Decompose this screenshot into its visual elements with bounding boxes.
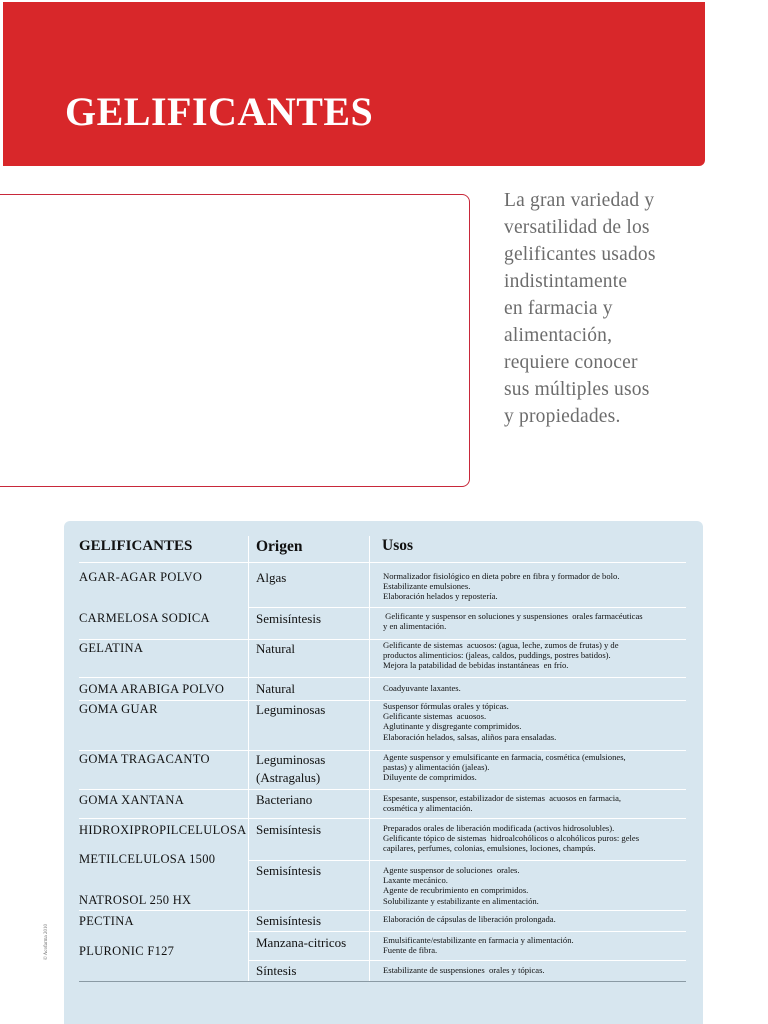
row-origin: Natural bbox=[256, 641, 295, 656]
row-name: HIDROXIPROPILCELULOSA bbox=[79, 823, 247, 837]
row-separator bbox=[79, 818, 686, 819]
row-uses: Elaboración de cápsulas de liberación prolongada. bbox=[383, 914, 556, 924]
row-origin: Semisíntesis bbox=[256, 822, 322, 837]
page-title: GELIFICANTES bbox=[65, 89, 374, 134]
row-name: GOMA ARABIGA POLVO bbox=[79, 682, 225, 696]
row-name: CARMELOSA SODICA bbox=[79, 611, 210, 625]
row-separator bbox=[79, 562, 686, 563]
row-origin: Semisíntesis bbox=[256, 913, 322, 928]
row-origin: Manzana-citricos bbox=[256, 935, 347, 950]
copyright-note: © Acofarma 2010 bbox=[44, 923, 49, 960]
row-name: GOMA XANTANA bbox=[79, 793, 185, 807]
row-separator bbox=[79, 750, 686, 751]
row-uses: Suspensor fórmulas orales y tópicas. Gelificante sistemas acuosos. Aglutinante y disgregante comprimidos. Elaboración helados, salsas, aliños para ensaladas. bbox=[383, 701, 557, 742]
row-uses: Agente suspensor y emulsificante en farmacia, cosmética (emulsiones, pastas) y alimentación (jaleas). Diluyente de comprimidos. bbox=[383, 752, 626, 783]
row-separator bbox=[79, 677, 686, 678]
row-uses: Normalizador fisiológico en dieta pobre en fibra y formador de bolo. Estabilizante emulsiones. Elaboración helados y repostería. bbox=[383, 571, 620, 602]
row-separator bbox=[248, 931, 686, 932]
row-name: AGAR-AGAR POLVO bbox=[79, 570, 203, 584]
table-bottom-rule bbox=[79, 981, 686, 982]
row-uses: Gelificante y suspensor en soluciones y suspensiones orales farmacéuticas y en alimentación. bbox=[383, 611, 643, 632]
row-uses: Preparados orales de liberación modificada (activos hidrosolubles). Gelificante tópico de sistemas hidroalcohólicos o alcohólicos puros: geles capilares, perfumes, colonias, emulsiones, lociones, champús. bbox=[383, 823, 640, 854]
row-uses: Estabilizante de suspensiones orales y tópicas. bbox=[383, 965, 545, 975]
row-separator bbox=[79, 910, 686, 911]
column-divider-1 bbox=[248, 536, 249, 981]
row-separator bbox=[248, 607, 686, 608]
row-origin: Leguminosas (Astragalus) bbox=[256, 752, 326, 785]
row-origin: Leguminosas bbox=[256, 702, 326, 717]
row-origin: Bacteriano bbox=[256, 792, 313, 807]
image-frame bbox=[0, 194, 470, 487]
row-name: PECTINA bbox=[79, 914, 134, 928]
row-origin: Síntesis bbox=[256, 963, 297, 978]
column-divider-2 bbox=[369, 536, 370, 981]
row-origin: Semisíntesis bbox=[256, 611, 322, 626]
row-origin: Semisíntesis bbox=[256, 863, 322, 878]
title-banner bbox=[3, 2, 705, 166]
header-usos: Usos bbox=[382, 537, 414, 554]
row-separator bbox=[248, 860, 686, 861]
row-uses: Gelificante de sistemas acuosos: (agua, leche, zumos de frutas) y de productos alimenticios: (jaleas, caldos, puddings, postres batidos). Mejora la patabilidad de bebidas instantáneas en frío. bbox=[383, 640, 619, 671]
row-origin: Natural bbox=[256, 681, 295, 696]
intro-text: La gran variedad y versatilidad de los gelificantes usados indistintamente en farmacia y alimentación, requiere conocer sus múltiples usos y propiedades. bbox=[504, 190, 656, 427]
row-uses: Espesante, suspensor, estabilizador de sistemas acuosos en farmacia, cosmética y alimentación. bbox=[383, 793, 622, 814]
row-uses: Coadyuvante laxantes. bbox=[383, 683, 461, 693]
row-name: GOMA GUAR bbox=[79, 702, 158, 716]
row-name: PLURONIC F127 bbox=[79, 944, 175, 958]
row-name: METILCELULOSA 1500 bbox=[79, 852, 216, 866]
row-separator bbox=[248, 960, 686, 961]
row-origin: Algas bbox=[256, 570, 287, 585]
row-separator bbox=[79, 789, 686, 790]
header-gelificantes: GELIFICANTES bbox=[79, 538, 193, 554]
row-uses: Agente suspensor de soluciones orales. Laxante mecánico. Agente de recubrimiento en comprimidos. Solubilizante y estabilizante en alimentación. bbox=[383, 865, 539, 906]
row-uses: Emulsificante/estabilizante en farmacia y alimentación. Fuente de fibra. bbox=[383, 935, 574, 956]
gelificantes-table bbox=[64, 521, 703, 1024]
row-name: GELATINA bbox=[79, 641, 144, 655]
row-name: GOMA TRAGACANTO bbox=[79, 752, 210, 766]
header-origen: Origen bbox=[256, 538, 303, 555]
row-name: NATROSOL 250 HX bbox=[79, 893, 192, 907]
